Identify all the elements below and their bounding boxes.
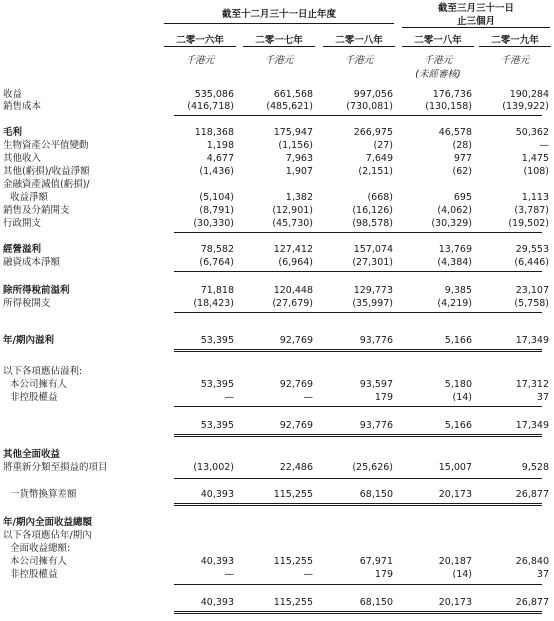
- row-value: 92,769: [279, 379, 313, 390]
- row-value: 535,086: [194, 89, 234, 100]
- header-year-2017: 二零一七年: [255, 35, 303, 46]
- subtotal-rule: [174, 232, 542, 233]
- row-value: 1,907: [285, 166, 313, 177]
- row-value: (27,679): [272, 298, 313, 309]
- header-unit-2018-q: 千港元: [423, 55, 453, 66]
- row-value: 179: [374, 569, 393, 580]
- row-value: (27,301): [352, 257, 393, 268]
- row-value: 7,963: [285, 153, 313, 164]
- row-label: 所得稅開支: [3, 298, 51, 309]
- row-value: 37: [536, 392, 549, 403]
- row-value: (27): [373, 140, 393, 151]
- row-total-ci: [0, 517, 554, 529]
- row-value: 15,007: [438, 462, 472, 473]
- row-label: 將重新分類至損益的項目: [3, 462, 108, 473]
- row-value: 50,362: [515, 127, 549, 138]
- row-bio-assets: [0, 140, 554, 152]
- total-double-rule: [174, 611, 542, 614]
- row-label: 以下各項應佔溢利:: [3, 366, 83, 377]
- row-value: 40,393: [200, 556, 234, 567]
- subtotal-rule: [174, 584, 542, 585]
- row-value: 190,284: [509, 89, 549, 100]
- row-value: 179: [374, 392, 393, 403]
- row-profit-for-period: [0, 335, 554, 347]
- row-value: 1,113: [521, 192, 549, 203]
- row-value: 977: [453, 153, 472, 164]
- row-value: (45,730): [272, 218, 313, 229]
- row-label: 經營溢利: [3, 244, 42, 255]
- row-label: 銷售成本: [3, 101, 42, 112]
- row-value: 115,255: [273, 597, 313, 608]
- row-value: (668): [367, 192, 393, 203]
- row-value: 78,582: [200, 244, 234, 255]
- subtotal-rule: [174, 115, 542, 116]
- row-value: 71,818: [200, 285, 234, 296]
- row-value: (8,791): [199, 205, 234, 216]
- row-value: 1,198: [206, 140, 234, 151]
- header-fy-rule: [164, 23, 394, 24]
- row-label: 銷售及分銷開支: [3, 205, 70, 216]
- row-value: 266,975: [353, 127, 393, 138]
- row-value: (6,764): [199, 257, 234, 268]
- row-value: (485,621): [266, 101, 313, 112]
- row-value: 17,349: [515, 335, 549, 346]
- row-value: 1,382: [285, 192, 313, 203]
- row-label: 其他收入: [3, 153, 42, 164]
- row-value: 37: [536, 569, 549, 580]
- header-period-q-line1: 截至三月三十一日: [437, 3, 514, 14]
- row-value: (416,718): [187, 101, 234, 112]
- header-year-rule-4: [479, 46, 551, 47]
- row-value: 7,649: [365, 153, 393, 164]
- row-value: (3,787): [514, 205, 549, 216]
- row-value: (98,578): [352, 218, 393, 229]
- row-value: (30,330): [193, 218, 234, 229]
- header-year-2019-q: 二零一九年: [491, 35, 539, 46]
- header-year-2016: 二零一六年: [176, 35, 224, 46]
- row-value: 4,677: [206, 153, 234, 164]
- row-nci: [0, 392, 554, 404]
- row-value: 68,150: [359, 489, 393, 500]
- header-year-rule-1: [243, 46, 315, 47]
- subtotal-rule: [174, 312, 542, 313]
- row-value: (730,081): [346, 101, 393, 112]
- row-value: —: [303, 569, 313, 580]
- row-other-income: [0, 153, 554, 165]
- row-label: 以下各項應佔年/期內: [3, 530, 92, 541]
- row-label: 本公司擁有人: [10, 379, 68, 390]
- row-label: 非控股權益: [10, 392, 58, 403]
- row-value: 93,597: [359, 379, 393, 390]
- row-value: 13,769: [438, 244, 472, 255]
- row-value: (16,126): [352, 205, 393, 216]
- row-value: 93,776: [359, 420, 393, 431]
- subtotal-rule: [174, 271, 542, 272]
- row-value: 118,368: [194, 127, 234, 138]
- row-value: (1,156): [278, 140, 313, 151]
- row-value: 26,877: [515, 597, 549, 608]
- row-value: (2,151): [358, 166, 393, 177]
- row-value: (13,002): [193, 462, 234, 473]
- row-value: (6,964): [278, 257, 313, 268]
- row-profit-before-tax: [0, 285, 554, 297]
- row-cost-of-sales: [0, 101, 554, 113]
- row-value: 26,877: [515, 489, 549, 500]
- subtotal-rule: [174, 406, 542, 407]
- row-value: (6,446): [514, 257, 549, 268]
- header-unit-2018: 千港元: [344, 55, 374, 66]
- row-value: 53,395: [200, 335, 234, 346]
- row-value: 23,107: [515, 285, 549, 296]
- row-ci-nci: [0, 569, 554, 581]
- row-value: 92,769: [279, 335, 313, 346]
- row-value: 20,173: [438, 597, 472, 608]
- header-year-rule-0: [164, 46, 236, 47]
- row-value: 29,553: [515, 244, 549, 255]
- row-value: (18,423): [193, 298, 234, 309]
- row-total-ci-attributable: [0, 530, 554, 542]
- row-value: —: [539, 140, 549, 151]
- row-value: 129,773: [353, 285, 393, 296]
- row-value: (14): [452, 392, 472, 403]
- total-double-rule: [174, 503, 542, 506]
- row-attributable-header: [0, 366, 554, 378]
- row-value: 115,255: [273, 556, 313, 567]
- row-label: 年/期內全面收益總額: [3, 517, 92, 528]
- row-label: 收益: [3, 89, 23, 100]
- row-value: 68,150: [359, 597, 393, 608]
- row-ci-owners: [0, 556, 554, 568]
- row-gross-profit: [0, 127, 554, 139]
- header-period-fy: 截至十二月三十一日止年度: [221, 9, 336, 20]
- row-value: 1,475: [521, 153, 549, 164]
- row-value: 53,395: [200, 379, 234, 390]
- row-value: 175,947: [273, 127, 313, 138]
- row-value: 67,971: [359, 556, 393, 567]
- header-unit-2016: 千港元: [185, 55, 215, 66]
- row-value: 20,187: [438, 556, 472, 567]
- row-label: 本公司擁有人: [10, 556, 68, 567]
- row-value: (12,901): [272, 205, 313, 216]
- total-double-rule: [174, 349, 542, 352]
- row-value: (5,104): [199, 192, 234, 203]
- row-label: 年/期內溢利: [3, 335, 54, 346]
- row-value: 5,166: [444, 335, 472, 346]
- row-revenue: [0, 89, 554, 101]
- row-value: (62): [452, 166, 472, 177]
- row-value: (30,329): [431, 218, 472, 229]
- row-label: 其他全面收益: [3, 449, 61, 460]
- row-operating-profit: [0, 244, 554, 256]
- row-value: 92,769: [279, 420, 313, 431]
- row-label: 全面收益總額:: [10, 543, 71, 554]
- header-year-rule-3: [402, 46, 474, 47]
- row-value: (4,219): [437, 298, 472, 309]
- row-value: —: [303, 392, 313, 403]
- row-value: 22,486: [279, 462, 313, 473]
- row-value: 26,840: [515, 556, 549, 567]
- row-value: —: [224, 392, 234, 403]
- row-value: 9,528: [521, 462, 549, 473]
- row-value: (130,158): [425, 101, 472, 112]
- row-admin-expenses: [0, 218, 554, 230]
- row-value: (4,384): [437, 257, 472, 268]
- row-value: —: [224, 569, 234, 580]
- row-owners: [0, 379, 554, 391]
- row-value: (4,062): [437, 205, 472, 216]
- row-value: 695: [453, 192, 472, 203]
- row-currency-translation: [0, 489, 554, 501]
- row-value: 127,412: [273, 244, 313, 255]
- row-value: 17,349: [515, 420, 549, 431]
- row-value: 17,312: [515, 379, 549, 390]
- row-selling-expenses: [0, 205, 554, 217]
- subtotal-rule: [174, 478, 542, 479]
- total-double-rule: [174, 434, 542, 437]
- row-total-ci-label: [0, 543, 554, 555]
- row-label: 毛利: [3, 127, 23, 138]
- row-value: 115,255: [273, 489, 313, 500]
- row-value: 157,074: [353, 244, 393, 255]
- row-value: (139,922): [502, 101, 549, 112]
- row-value: 176,736: [432, 89, 472, 100]
- row-attributable-total: [0, 420, 554, 432]
- row-impairment-net: [0, 192, 554, 204]
- row-label: 生物資產公平值變動: [3, 140, 89, 151]
- row-value: 93,776: [359, 335, 393, 346]
- header-period-q-line2: 止三個月: [456, 16, 495, 27]
- row-value: (14): [452, 569, 472, 580]
- row-impairment-header: [0, 179, 554, 191]
- row-value: 120,448: [273, 285, 313, 296]
- row-value: (35,997): [352, 298, 393, 309]
- row-oci-header: [0, 449, 554, 461]
- row-label: 一貨幣換算差額: [10, 489, 77, 500]
- header-q-rule: [402, 27, 550, 28]
- header-unit-2017: 千港元: [264, 55, 294, 66]
- row-value: (108): [523, 166, 549, 177]
- row-label: 收益淨額: [10, 192, 49, 203]
- row-label: 非控股權益: [10, 569, 58, 580]
- row-finance-costs: [0, 257, 554, 269]
- header-year-2018-q: 二零一八年: [414, 35, 462, 46]
- header-year-rule-2: [323, 46, 395, 47]
- row-value: 5,166: [444, 420, 472, 431]
- row-label: 融資成本淨額: [3, 257, 61, 268]
- row-value: (19,502): [508, 218, 549, 229]
- row-value: 20,173: [438, 489, 472, 500]
- row-income-tax: [0, 298, 554, 310]
- row-value: (1,436): [199, 166, 234, 177]
- row-label: 行政開支: [3, 218, 42, 229]
- row-value: (5,758): [514, 298, 549, 309]
- row-reclassify: [0, 462, 554, 474]
- row-value: 5,180: [444, 379, 472, 390]
- header-year-2018: 二零一八年: [335, 35, 383, 46]
- row-value: 997,056: [353, 89, 393, 100]
- row-ci-total: [0, 597, 554, 609]
- row-value: 661,568: [273, 89, 313, 100]
- row-value: (25,626): [352, 462, 393, 473]
- row-value: (28): [452, 140, 472, 151]
- row-label: 金融資產減值(虧損)/: [3, 179, 90, 190]
- row-value: 9,385: [444, 285, 472, 296]
- row-other-losses: [0, 166, 554, 178]
- row-value: 40,393: [200, 489, 234, 500]
- header-unaudited: (未經審核): [415, 69, 461, 80]
- row-value: 46,578: [438, 127, 472, 138]
- row-value: 40,393: [200, 597, 234, 608]
- row-value: 53,395: [200, 420, 234, 431]
- row-label: 其他(虧損)/收益淨額: [3, 166, 90, 177]
- header-unit-2019-q: 千港元: [500, 55, 530, 66]
- row-label: 除所得稅前溢利: [3, 285, 70, 296]
